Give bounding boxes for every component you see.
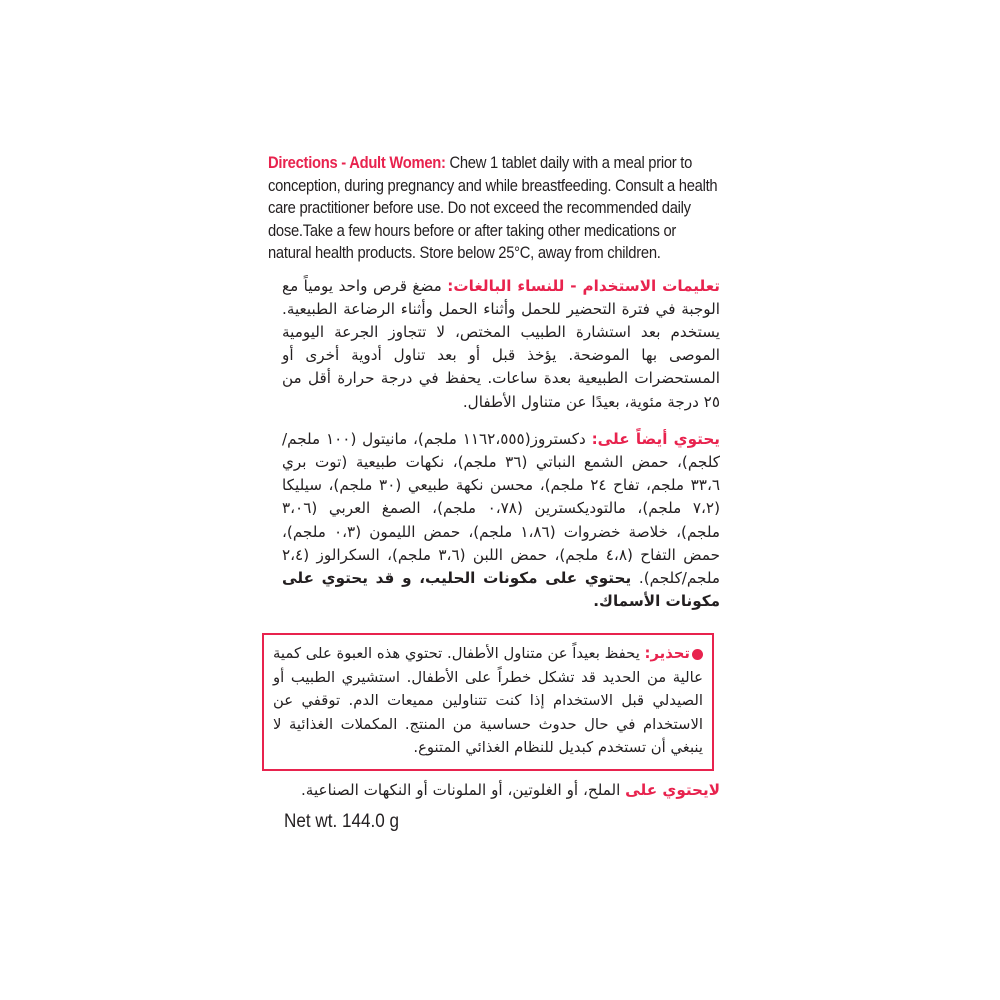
warning-box	[262, 633, 714, 771]
free-from-ar	[262, 779, 728, 802]
directions-ar-body: مضغ قرص واحد يومياً مع الوجبة في فترة التحضير للحمل وأثناء الحمل وأثناء الرضاعة الطبيعية. يستخدم بعد استشارة الطبيب المختص، لا تتجاوز الجرعة اليومية الموصى بها الموضحة. يؤخذ قبل أو بعد تناول أدوية أخرى أو المستحضرات الطبيعية بعدة ساعات. يحفظ في درجة حرارة أقل من ٢٥ درجة مئوية، بعيدًا عن متناول الأطفال.	[282, 276, 720, 411]
ingredients-ar-body: دكستروز(١١٦٢،٥٥٥ ملجم)، مانيتول (١٠٠ ملجم/كلجم)، حمض الشمع النباتي (٣٦ ملجم)، نكهات طبيعية (توت بري ٣٣،٦ ملجم، تفاح ٢٤ ملجم)، محسن نكهة طبيعي (٣٠ ملجم)، سيليكا (٧،٢ ملجم)، مالتوديكسترين (٠،٧٨ ملجم)، الصمغ العربي (٣،٠٦ ملجم)، خلاصة خضروات (١،٨٦ ملجم)، حمض الليمون (٠،٣ ملجم)، حمض التفاح (٤،٨ ملجم)، حمض اللبن (٣،٦ ملجم)، السكرالوز (٢،٤ ملجم/كلجم).	[282, 429, 721, 587]
ingredients-ar	[262, 428, 728, 614]
warning-ar-heading: تحذير:	[644, 645, 690, 663]
warning-dot-icon	[692, 649, 703, 660]
directions-en	[268, 152, 723, 265]
ingredients-ar-allergen: يحتوي على مكونات الحليب، و قد يحتوي على مكونات الأسماك.	[282, 568, 720, 611]
warning-ar-body: يحفظ بعيداً عن متناول الأطفال. تحتوي هذه العبوة على كمية عالية من الحديد قد تشكل خطراً على الأطفال. استشيري الطبيب أو الصيدلي قبل الاستخدام إذا كنت تتناولين مميعات الدم. توقفي عن الاستخدام في حال حدوث حساسية من المنتج. المكملات الغذائية لا ينبغي أن تستخدم كبديل للنظام الغذائي المتنوع.	[273, 645, 703, 756]
label-panel	[262, 152, 728, 833]
directions-en-heading: Directions - Adult Women:	[268, 154, 446, 172]
directions-ar	[262, 275, 728, 414]
directions-en-body: Chew 1 tablet daily with a meal prior to conception, during pregnancy and while breastfeeding. Consult a health care practitioner before use. Do not exceed the recommended daily dose.Take a few hours before or after taking other medications or natural health products. Store below 25°C, away from children.	[268, 154, 718, 262]
warning-ar	[273, 642, 703, 759]
ingredients-ar-heading: يحتوي أيضاً على:	[591, 429, 720, 448]
directions-ar-heading: تعليمات الاستخدام - للنساء البالغات:	[447, 276, 720, 295]
free-from-ar-heading: لايحتوي على	[625, 781, 720, 800]
free-from-ar-body: الملح، أو الغلوتين، أو الملونات أو النكهات الصناعية.	[300, 781, 626, 800]
net-weight: Net wt. 144.0 g	[284, 810, 400, 832]
